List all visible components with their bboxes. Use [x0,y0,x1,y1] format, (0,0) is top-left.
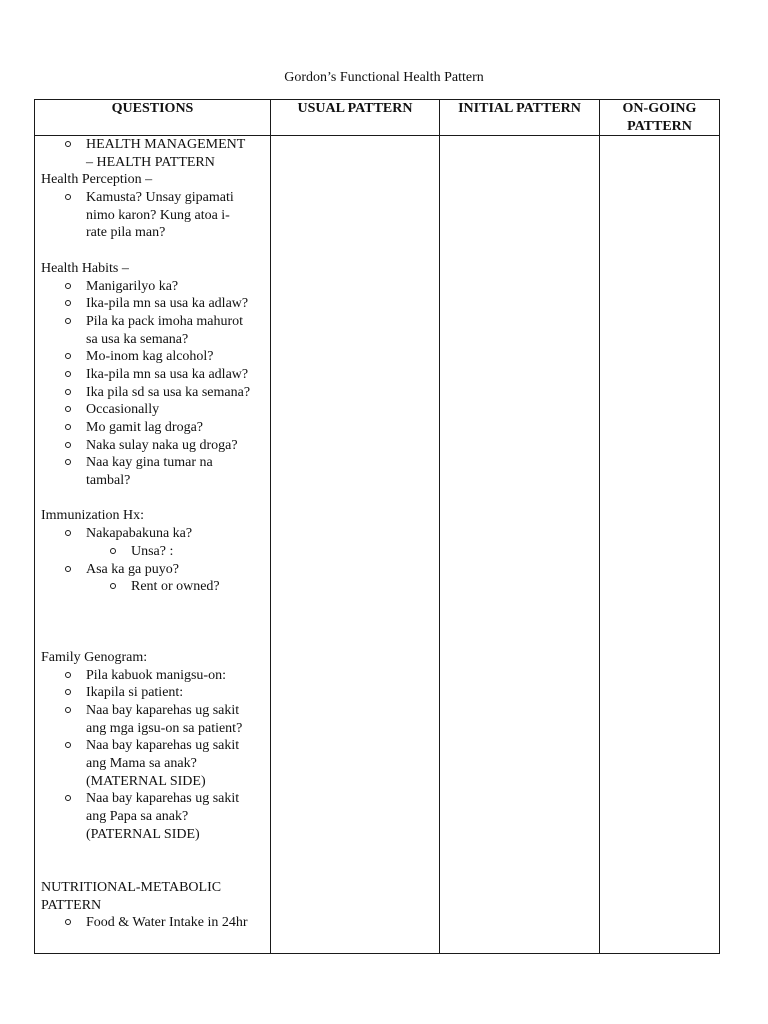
header-initial-pattern: INITIAL PATTERN [458,101,581,116]
question-item [41,525,269,543]
question-item [41,136,269,154]
hollow-bullet-icon [65,566,71,572]
line-text: Pila ka pack imoha mahurot [86,313,244,329]
blank-line [41,861,269,879]
question-item [41,578,269,596]
question-item [41,543,269,561]
header-ongoing-pattern [600,100,719,136]
line-text: Immunization Hx: [41,508,145,524]
question-item [41,295,269,313]
blank-line [41,844,269,862]
header-questions: QUESTIONS [111,101,194,116]
question-item-continuation [41,154,269,172]
line-text: Health Perception – [41,172,153,188]
question-item-continuation [41,755,269,773]
line-text: Ika-pila mn sa usa ka adlaw? [86,366,249,382]
document-title: Gordon’s Functional Health Pattern [284,70,484,85]
line-text: Food & Water Intake in 24hr [86,915,248,931]
question-item [41,702,269,720]
hollow-bullet-icon [65,919,71,925]
line-text: Naa bay kaparehas ug sakit [86,791,240,807]
hollow-bullet-icon [110,583,116,589]
section-heading [41,260,269,278]
section-heading [41,507,269,525]
hollow-bullet-icon [65,141,71,147]
hollow-bullet-icon [65,389,71,395]
hollow-bullet-icon [65,707,71,713]
line-text: – HEALTH PATTERN [86,154,215,170]
line-text: Manigarilyo ka? [86,278,179,294]
header-usual-pattern: USUAL PATTERN [297,101,413,116]
line-text: Asa ka ga puyo? [86,561,179,577]
table-right-border [719,99,720,954]
hollow-bullet-icon [65,795,71,801]
questions-column-content [41,136,269,932]
hollow-bullet-icon [65,371,71,377]
line-text: ang Papa sa anak? [86,809,189,825]
line-text: NUTRITIONAL-METABOLIC [41,879,222,895]
question-item [41,737,269,755]
blank-line [41,614,269,632]
line-text: HEALTH MANAGEMENT [86,137,246,152]
question-item-continuation [41,720,269,738]
question-item [41,189,269,207]
question-item [41,684,269,702]
hollow-bullet-icon [110,548,116,554]
line-text: ang Mama sa anak? [86,756,197,772]
question-item-continuation [41,808,269,826]
section-heading [41,171,269,189]
blank-line [41,631,269,649]
question-item [41,790,269,808]
question-item [41,914,269,932]
line-text: Mo-inom kag alcohol? [86,349,214,365]
line-text: Rent or owned? [131,579,220,595]
line-text: Kamusta? Unsay gipamati [86,190,234,206]
table-left-border [34,99,35,954]
hollow-bullet-icon [65,424,71,430]
question-item [41,401,269,419]
hollow-bullet-icon [65,300,71,306]
line-text: Ika pila sd sa usa ka semana? [86,384,251,400]
line-text: tambal? [86,473,131,489]
hollow-bullet-icon [65,459,71,465]
line-text: Ikapila si patient: [86,685,184,701]
question-item [41,667,269,685]
question-item-continuation [41,472,269,490]
question-item-continuation [41,331,269,349]
line-text: (MATERNAL SIDE) [86,773,206,789]
line-text: Unsa? : [131,543,174,559]
header-ongoing-line-2: PATTERN [627,119,692,134]
line-text: ang mga igsu-on sa patient? [86,720,243,736]
hollow-bullet-icon [65,530,71,536]
hollow-bullet-icon [65,283,71,289]
line-text: rate pila man? [86,225,166,241]
line-text: Naka sulay naka ug droga? [86,437,238,453]
line-text: (PATERNAL SIDE) [86,826,200,842]
question-item [41,437,269,455]
line-text: Health Habits – [41,260,129,276]
column-divider-3 [599,99,600,954]
hollow-bullet-icon [65,318,71,324]
question-item [41,366,269,384]
hollow-bullet-icon [65,194,71,200]
line-text: sa usa ka semana? [86,331,189,347]
question-item [41,384,269,402]
section-heading [41,649,269,667]
question-item-continuation [41,224,269,242]
question-item [41,278,269,296]
blank-line [41,596,269,614]
line-text: nimo karon? Kung atoa i- [86,207,230,223]
hollow-bullet-icon [65,742,71,748]
line-text: Ika-pila mn sa usa ka adlaw? [86,296,249,312]
question-item [41,348,269,366]
hollow-bullet-icon [65,442,71,448]
question-item-continuation [41,773,269,791]
hollow-bullet-icon [65,353,71,359]
line-text: Nakapabakuna ka? [86,526,193,542]
line-text: PATTERN [41,897,102,913]
section-heading [41,879,269,897]
question-item [41,419,269,437]
line-text: Occasionally [86,402,160,418]
question-item-continuation [41,207,269,225]
line-text: Naa bay kaparehas ug sakit [86,703,240,718]
hollow-bullet-icon [65,689,71,695]
line-text: Naa kay gina tumar na [86,455,213,471]
column-divider-2 [439,99,440,954]
question-item [41,561,269,579]
line-text: Pila kabuok manigsu-on: [86,667,226,683]
column-divider-1 [270,99,271,954]
blank-line [41,242,269,260]
line-text: Naa bay kaparehas ug sakit [86,738,240,754]
hollow-bullet-icon [65,672,71,678]
line-text: Family Genogram: [41,649,148,665]
table-bottom-border [34,953,720,954]
question-item [41,454,269,472]
hollow-bullet-icon [65,406,71,412]
question-item [41,313,269,331]
section-heading [41,897,269,915]
question-item-continuation [41,826,269,844]
blank-line [41,490,269,508]
line-text: Mo gamit lag droga? [86,420,204,435]
header-ongoing-line-1: ON-GOING [622,101,697,116]
